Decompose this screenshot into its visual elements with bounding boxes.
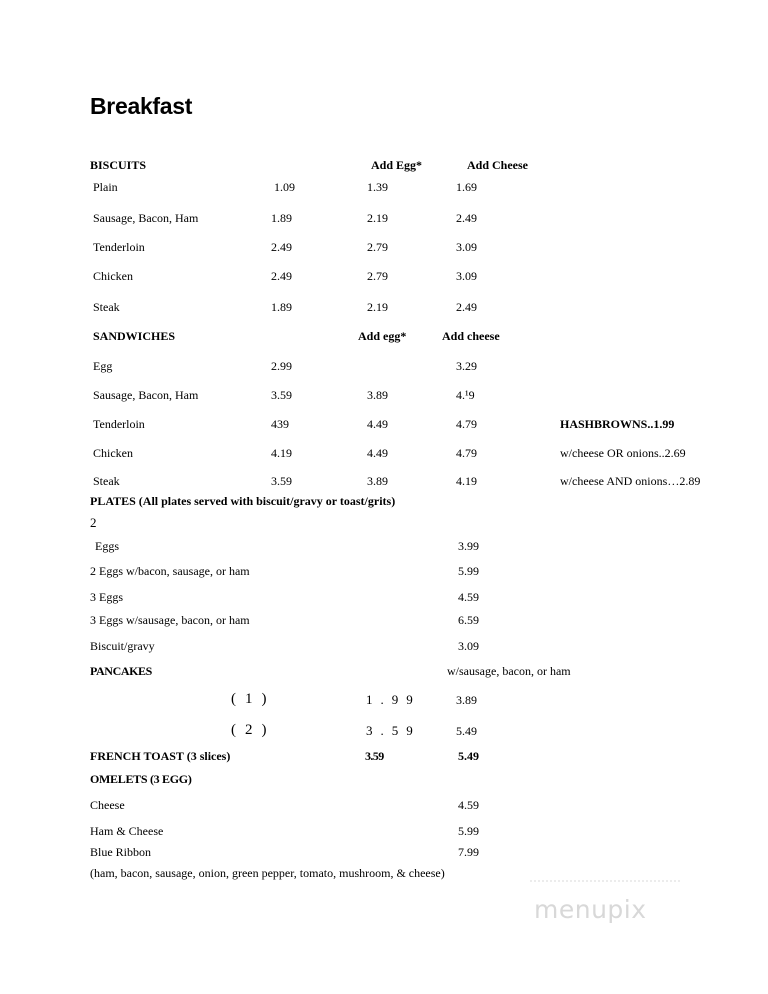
- item-cheese-price: 2.49: [456, 211, 477, 225]
- item-name: Steak: [93, 300, 120, 314]
- item-price: 1.09: [274, 180, 295, 194]
- item-name: Ham & Cheese: [90, 824, 164, 838]
- item-egg-price: 2.79: [367, 240, 388, 254]
- item-egg-price: 2.19: [367, 211, 388, 225]
- item-name: Cheese: [90, 798, 125, 812]
- item-cheese-price: 3.09: [456, 269, 477, 283]
- pancakes-heading: PANCAKES: [90, 664, 152, 678]
- sandwiches-cheese-column-header: Add cheese: [442, 329, 500, 343]
- item-cheese-price: 4.79: [456, 446, 477, 460]
- item-price: 5.99: [458, 824, 479, 838]
- biscuits-egg-column-header: Add Egg*: [371, 158, 423, 172]
- french-toast-meat-price: 5.49: [458, 749, 479, 763]
- item-price: 4.59: [458, 590, 479, 604]
- item-name: Chicken: [93, 269, 133, 283]
- item-price: 2.99: [271, 359, 292, 373]
- item-egg-price: 2.79: [367, 269, 388, 283]
- item-meat-price: 3.89: [456, 693, 477, 707]
- item-name: Sausage, Bacon, Ham: [93, 388, 199, 402]
- french-toast-heading: FRENCH TOAST (3 slices): [90, 749, 231, 763]
- item-cheese-price: 3.09: [456, 240, 477, 254]
- item-cheese-price: 1.69: [456, 180, 477, 194]
- sandwiches-heading: SANDWICHES: [93, 329, 176, 343]
- item-name: Tenderloin: [93, 417, 145, 431]
- item-name: Tenderloin: [93, 240, 145, 254]
- item-price: 6.59: [458, 613, 479, 627]
- watermark: menupix: [534, 895, 647, 924]
- pancakes-meat-column-header: w/sausage, bacon, or ham: [447, 664, 571, 678]
- omelets-note: (ham, bacon, sausage, onion, green pepper, tomato, mushroom, & cheese): [90, 866, 445, 880]
- item-egg-price: 1.39: [367, 180, 388, 194]
- item-cheese-price: 4.¹9: [456, 388, 475, 402]
- item-egg-price: 3.89: [367, 388, 388, 402]
- item-name: Sausage, Bacon, Ham: [93, 211, 199, 225]
- item-price: 4.59: [458, 798, 479, 812]
- item-cheese-price: 4.19: [456, 474, 477, 488]
- item-price: 5.99: [458, 564, 479, 578]
- watermark-decoration: [530, 880, 680, 888]
- item-cheese-price: 3.29: [456, 359, 477, 373]
- item-egg-price: 4.49: [367, 446, 388, 460]
- page-title: Breakfast: [90, 93, 193, 119]
- item-name: 3 Eggs w/sausage, bacon, or ham: [90, 613, 250, 627]
- item-name: Plain: [93, 180, 118, 194]
- item-price: 1.89: [271, 300, 292, 314]
- item-price: 3.59: [366, 723, 421, 738]
- item-price: 3.09: [458, 639, 479, 653]
- biscuits-cheese-column-header: Add Cheese: [467, 158, 529, 172]
- item-name: Egg: [93, 359, 113, 373]
- item-price: 3.59: [271, 474, 292, 488]
- plates-heading: PLATES (All plates served with biscuit/gravy or toast/grits): [90, 494, 396, 508]
- item-name: 2 Eggs w/bacon, sausage, or ham: [90, 564, 250, 578]
- item-price: 7.99: [458, 845, 479, 859]
- omelets-heading: OMELETS (3 EGG): [90, 772, 192, 786]
- item-cheese-price: 4.79: [456, 417, 477, 431]
- biscuits-heading: BISCUITS: [90, 158, 147, 172]
- item-name: Chicken: [93, 446, 133, 460]
- item-meat-price: 5.49: [456, 724, 477, 738]
- item-egg-price: 3.89: [367, 474, 388, 488]
- item-price: 1.89: [271, 211, 292, 225]
- item-name: 3 Eggs: [90, 590, 123, 604]
- pancake-quantity: (2): [231, 722, 276, 738]
- item-price: 439: [271, 417, 289, 431]
- item-price: 2.49: [271, 269, 292, 283]
- item-price: 4.19: [271, 446, 292, 460]
- item-cheese-price: 2.49: [456, 300, 477, 314]
- french-toast-price: 3.59: [365, 749, 384, 763]
- hashbrowns-heading: HASHBROWNS..1.99: [560, 417, 675, 431]
- item-name: Biscuit/gravy: [90, 639, 155, 653]
- item-egg-price: 2.19: [367, 300, 388, 314]
- hashbrowns-option: w/cheese OR onions..2.69: [560, 446, 686, 460]
- item-egg-price: 4.49: [367, 417, 388, 431]
- item-name: Blue Ribbon: [90, 845, 152, 859]
- item-price: 3.59: [271, 388, 292, 402]
- plates-egg-count: 2: [90, 515, 97, 530]
- sandwiches-egg-column-header: Add egg*: [358, 329, 407, 343]
- item-price: 1.99: [366, 692, 421, 707]
- hashbrowns-option: w/cheese AND onions…2.89: [560, 474, 701, 488]
- item-name: Eggs: [95, 539, 119, 553]
- item-price: 2.49: [271, 240, 292, 254]
- item-price: 3.99: [458, 539, 479, 553]
- pancake-quantity: (1): [231, 691, 276, 707]
- item-name: Steak: [93, 474, 120, 488]
